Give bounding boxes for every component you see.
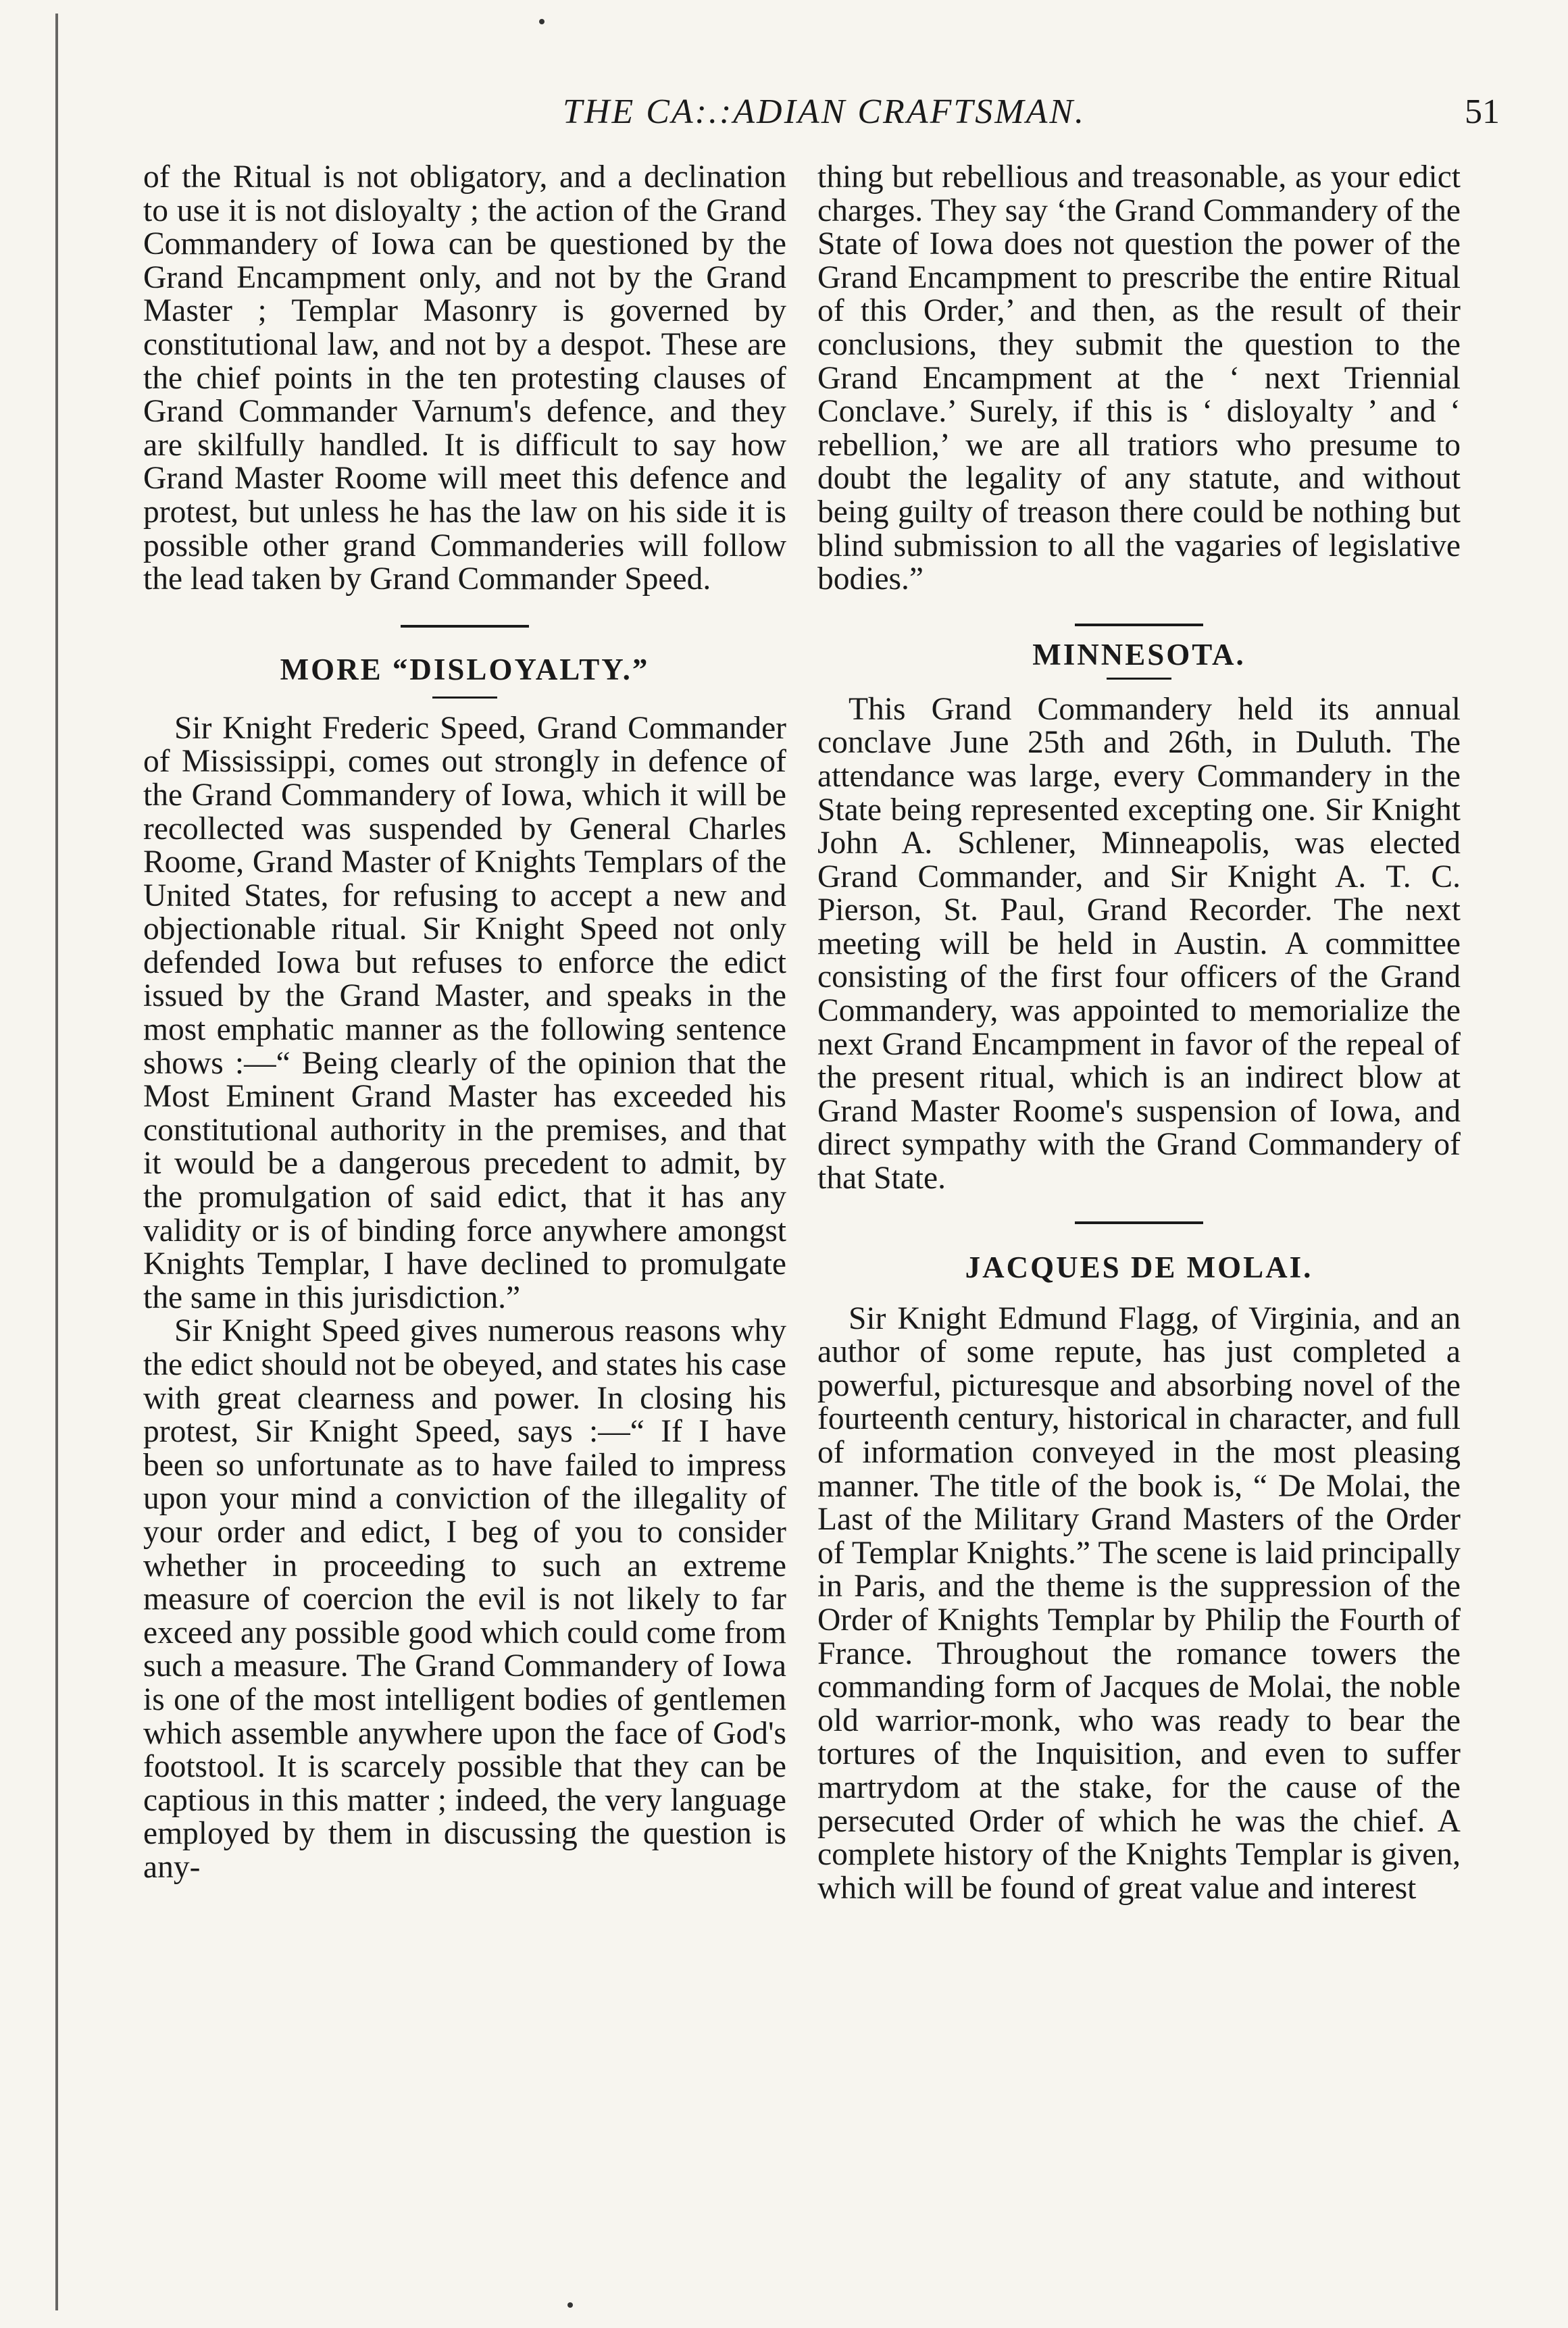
paragraph: Sir Knight Frederic Speed, Grand Commander of Mississippi, comes out strongly in defence of the Grand Commandery of Iowa, which it will be recollected was suspended by General Charles Roome, Grand Master of Knights Templars of the United States, for refusing to accept a new and objectionable ritual. Sir Knight Speed not only defended Iowa but refuses to enforce the edict issued by the Grand Master, and speaks in the most emphatic manner as the following sentence shows :—“ Being clearly of the opinion that the Most Eminent Grand Master has exceeded his constitutional authority in the premises, and that it would be a dangerous precedent to admit, by the promulgation of said edict, that it has any validity or is of binding force anywhere amongst Knights Templar, I have declined to promulgate the same in this jurisdiction.” [143,710,786,1315]
print-speck [567,2302,573,2308]
paragraph: Sir Knight Edmund Flagg, of Virginia, and an author of some repute, has just completed a powerful, picturesque and absorbing novel of the fourteenth century, historical in character, and full of information conveyed in the most pleasing manner. The title of the book is, “ De Molai, the Last of the Military Grand Masters of the Order of Templar Knights.” The scene is laid principally in Paris, and the theme is the suppression of the Order of Knights Templar by Philip the Fourth of France. Throughout the romance towers the commanding form of Jacques de Molai, the noble old warrior-monk, who was ready to bear the tortures of the Inquisition, and even to suffer martrydom at the stake, for the cause of the persecuted Order of which he was the chief. A complete history of the Knights Templar is given, which will be found of great value and interest [817,1300,1461,1906]
binding-edge-rule [55,14,58,2310]
section-heading: JACQUES DE MOLAI. [965,1250,1313,1284]
paragraph: This Grand Commandery held its annual conclave June 25th and 26th, in Duluth. The attendance was large, every Commandery in the State being represented excepting one. Sir Knight John A. Schlener, Minneapolis, was elected Grand Commander, and Sir Knight A. T. C. Pierson, St. Paul, Grand Recorder. The next meeting will be held in Austin. A committee consisting of the first four officers of the Grand Commandery, was appointed to memorialize the next Grand Encampment in favor of the repeal of the present ritual, which is an indirect blow at Grand Master Roome's suspension of Iowa, and direct sympathy with the Grand Commandery of that State. [817,691,1461,1196]
right-column [817,161,1461,1905]
section-heading: MINNESOTA. [1032,637,1246,672]
page-header [149,86,1500,141]
print-speck [539,19,545,24]
paragraph: Sir Knight Speed gives numerous reasons why the edict should not be obeyed, and states his case with great clearness and power. In closing his protest, Sir Knight Speed, says :—“ If I have been so unfortunate as to have failed to impress upon your mind a conviction of the illegality of your order and edict, I beg of you to consider whether in proceeding to such an extreme measure of coercion the evil is not likely to far exceed any possible good which could come from such a measure. The Grand Commandery of Iowa is one of the most intelligent bodies of gentlemen which assemble anywhere upon the face of God's footstool. It is scarcely possible that they can be captious in this matter ; indeed, the very language employed by them in discussing the question is any- [143,1313,786,1885]
section-heading: MORE “DISLOYALTY.” [280,652,650,686]
running-title: THE CA:.:ADIAN CRAFTSMAN. [562,93,1086,131]
paragraph: of the Ritual is not obligatory, and a declination to use it is not disloyalty ; the action of the Grand Commandery of Iowa can be questioned by the Grand Encampment only, and not by the Grand Master ; Templar Masonry is governed by constitutional law, and not by a despot. These are the chief points in the ten protesting clauses of Grand Commander Varnum's defence, and they are skilfully handled. It is difficult to say how Grand Master Roome will meet this defence and protest, but unless he has the law on his side it is possible other grand Commanderies will follow the lead taken by Grand Commander Speed. [143,159,786,597]
paragraph: thing but rebellious and treasonable, as your edict charges. They say ‘the Grand Commandery of the State of Iowa does not question the power of the Grand Encampment to prescribe the entire Ritual of this Order,’ and then, as the result of their conclusions, they submit the question to the Grand Encampment at the ‘ next Triennial Conclave.’ Surely, if this is ‘ disloyalty ’ and ‘ rebellion,’ we are all tratiors who presume to doubt the legality of any statute, and without being guilty of treason there could be nothing but blind submission to all the vagaries of legislative bodies.” [817,159,1461,597]
left-column [143,161,786,1885]
page-number: 51 [1465,93,1500,131]
